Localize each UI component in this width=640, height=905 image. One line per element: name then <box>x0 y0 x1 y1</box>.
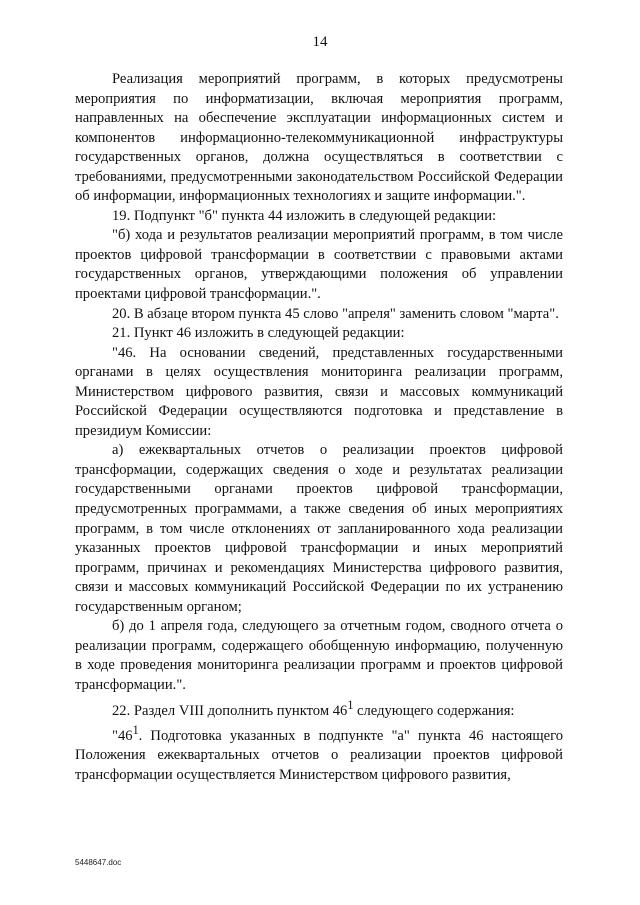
paragraph-text: "46 <box>112 727 133 744</box>
paragraph-text: следующего содержания: <box>353 702 515 719</box>
paragraph: Реализация мероприятий программ, в которых предусмотрены мероприятия по информатизации, включая мероприятия программ, направленных на обеспечение эксплуатации информационных систем и компонентов информационно-телекоммуникационной инфраструктуры государственных органов, должна осуществляться в соответствии с требованиями, предусмотренными законодательством Российской Федерации об информации, информационных технологиях и защите информации.". <box>75 71 563 205</box>
paragraph: "б) хода и результатов реализации мероприятий программ, в том числе проектов цифровой трансформации в соответствии с правовыми актами государственных органов, утверждающими положения об управлении проектами цифровой трансформации.". <box>75 227 563 303</box>
paragraph-text: . Подготовка указанных в подпункте "а" пункта 46 настоящего Положения ежеквартальных отчетов о реализации проектов цифровой трансформации осуществляется Министерством цифрового развития, <box>75 727 563 783</box>
page-number: 14 <box>312 34 328 50</box>
superscript: 1 <box>347 697 354 712</box>
paragraph-text: 22. Раздел VIII дополнить пунктом 46 <box>112 702 348 719</box>
paragraph: а) ежеквартальных отчетов о реализации проектов цифровой трансформации, содержащих сведения о ходе и результатах реализации государственными органами проектов цифровой трансформации, предусмотренных программами, а также сведения об иных мероприятиях программ, в том числе отклонениях от запланированного хода реализации указанных проектов цифровой трансформации и иных мероприятий программ, причинах и рекомендациях Министерства цифрового развития, связи и массовых коммуникаций Российской Федерации по их устранению государственным органом; <box>75 442 563 615</box>
paragraph: 21. Пункт 46 изложить в следующей редакции: <box>112 325 405 342</box>
superscript: 1 <box>132 722 139 737</box>
paragraph: б) до 1 апреля года, следующего за отчетным годом, сводного отчета о реализации программ, содержащего обобщенную информацию, полученную в ходе проведения мониторинга реализации программ и проектов цифровой трансформации.". <box>75 618 563 693</box>
paragraph: "46. На основании сведений, представленных государственными органами в целях осуществления мониторинга реализации программ, Министерством цифрового развития, связи и массовых коммуникаций Российской Федерации осуществляются подготовка и представление в президиум Комиссии: <box>75 344 563 439</box>
paragraph: 20. В абзаце втором пункта 45 слово "апреля" заменить словом "марта". <box>112 305 559 322</box>
document-body <box>75 70 563 785</box>
paragraph <box>75 696 563 721</box>
paragraph <box>75 721 563 786</box>
file-name-footer: 5448647.doc <box>75 858 122 867</box>
paragraph: 19. Подпункт "б" пункта 44 изложить в следующей редакции: <box>112 207 497 224</box>
